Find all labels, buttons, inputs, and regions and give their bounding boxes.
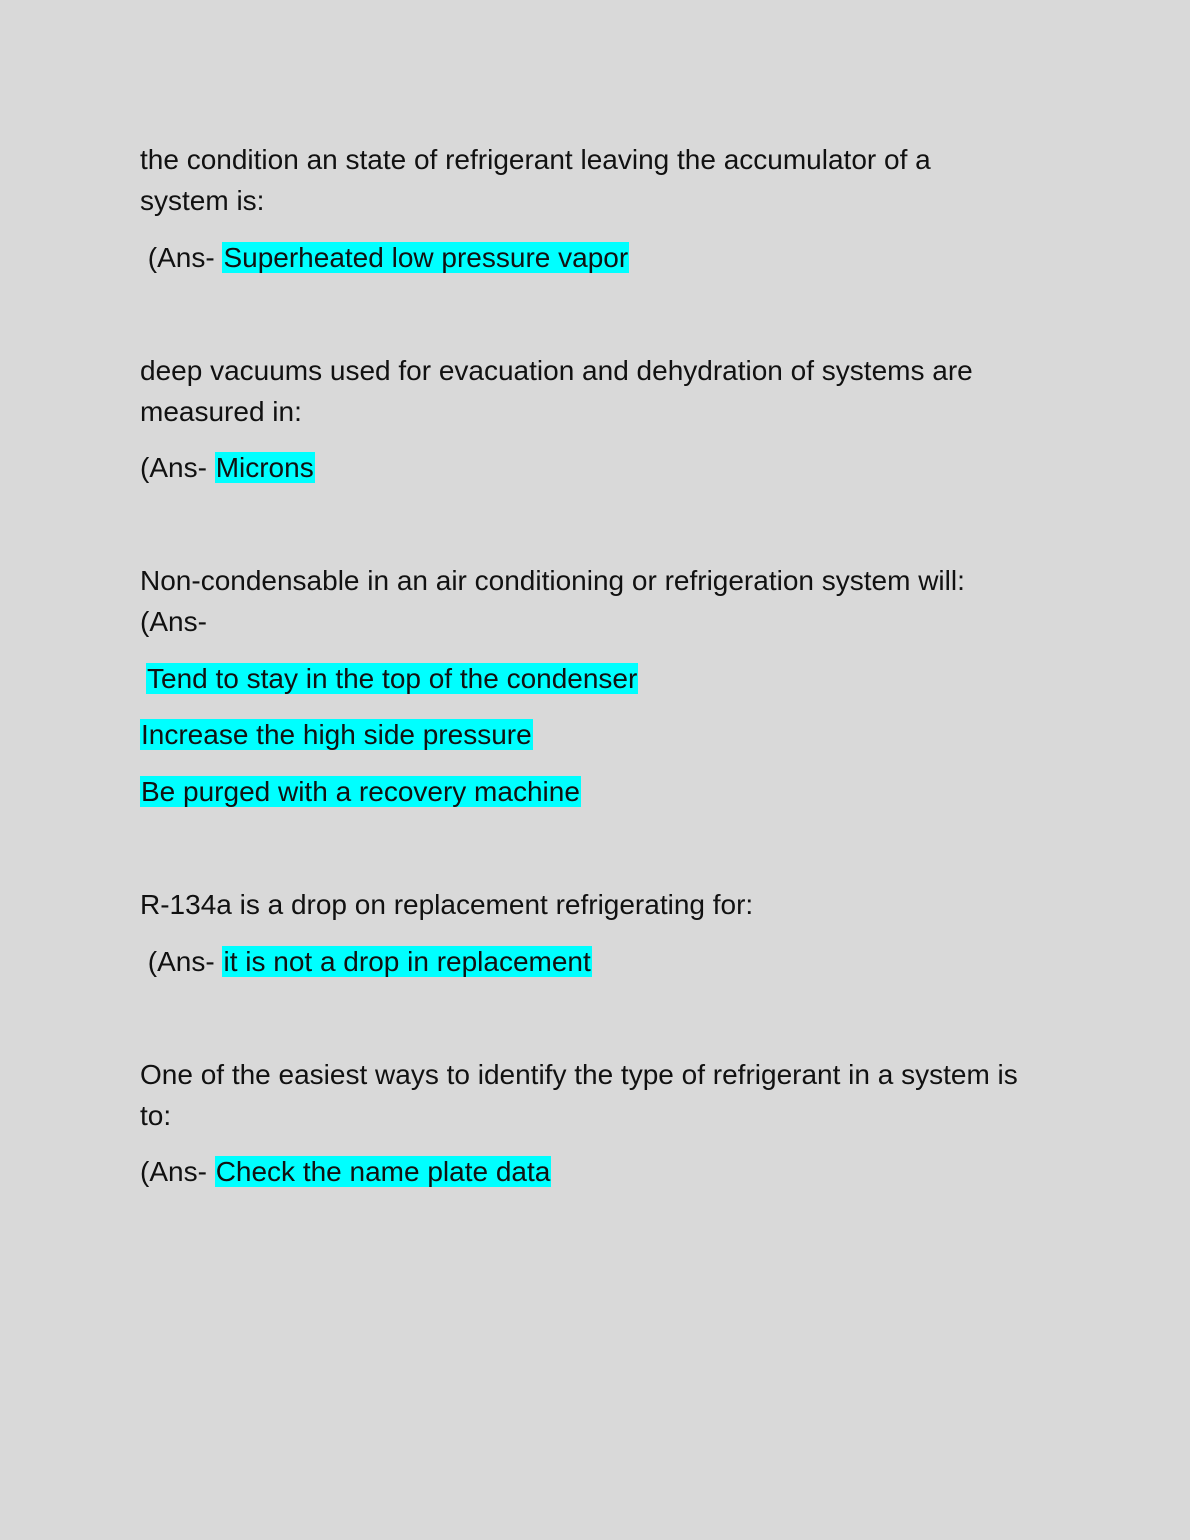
answer-2-highlight: Microns xyxy=(215,452,314,483)
answer-3-highlight-2: Increase the high side pressure xyxy=(141,719,532,750)
question-5-line-2: to: xyxy=(140,1100,172,1131)
question-4-line-1: R-134a is a drop on replacement refrigerating for: xyxy=(140,889,754,920)
answer-1-prefix: (Ans- xyxy=(140,242,223,273)
question-3-line-1: Non-condensable in an air conditioning or refrigeration system will: xyxy=(140,565,965,596)
question-2-line-2: measured in: xyxy=(140,396,302,427)
question-3-line-2: (Ans- xyxy=(140,606,207,637)
question-1-line-2: system is: xyxy=(140,185,265,216)
answer-3-highlight-1: Tend to stay in the top of the condenser xyxy=(147,663,638,694)
question-5-line-1: One of the easiest ways to identify the type of refrigerant in a system is xyxy=(140,1059,1018,1090)
answer-3-row-2 xyxy=(140,714,1050,755)
answer-2-prefix: (Ans- xyxy=(140,452,215,483)
answer-5-prefix: (Ans- xyxy=(140,1156,215,1187)
question-2-line-1: deep vacuums used for evacuation and dehydration of systems are xyxy=(140,355,973,386)
answer-4-row xyxy=(140,941,1050,982)
answer-3-row-1 xyxy=(146,658,1056,699)
answer-3-highlight-3: Be purged with a recovery machine xyxy=(141,776,580,807)
answer-2-row xyxy=(140,447,1050,488)
answer-4-prefix: (Ans- xyxy=(140,946,223,977)
answer-5-row xyxy=(140,1151,1050,1192)
question-1-line-1: the condition an state of refrigerant leaving the accumulator of a xyxy=(140,144,931,175)
answer-1-highlight: Superheated low pressure vapor xyxy=(223,242,629,273)
answer-5-highlight: Check the name plate data xyxy=(215,1156,551,1187)
answer-1-row xyxy=(140,237,1050,278)
answer-4-highlight: it is not a drop in replacement xyxy=(223,946,591,977)
answer-3-row-3 xyxy=(140,771,1050,812)
